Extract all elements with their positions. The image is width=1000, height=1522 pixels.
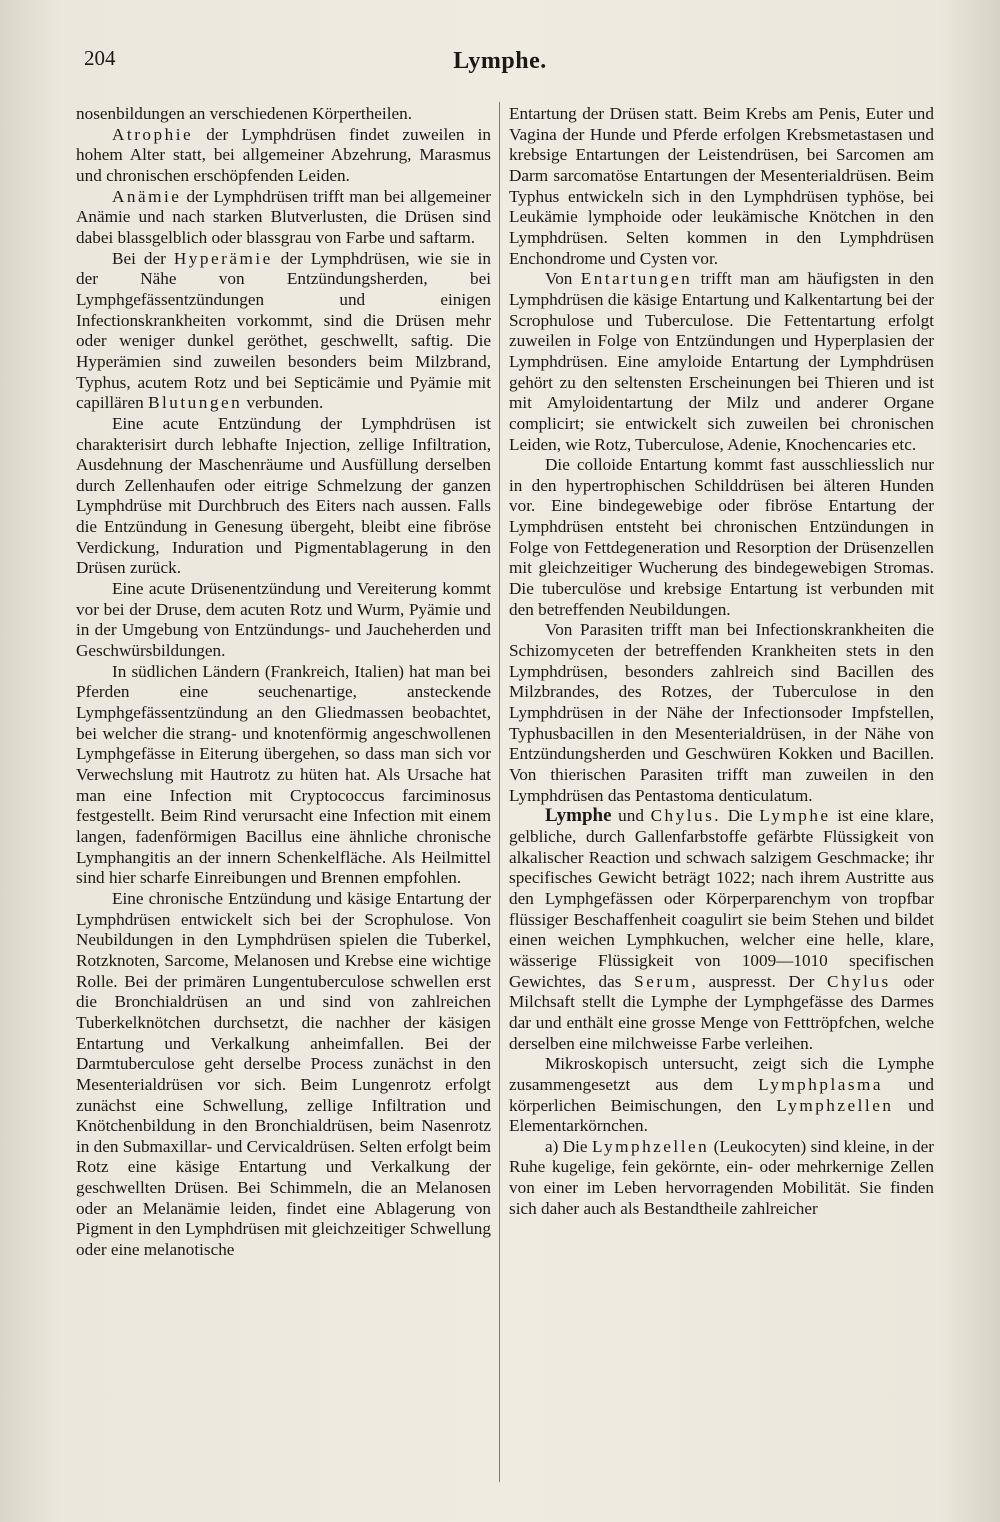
page-number: 204 — [84, 46, 116, 70]
paragraph — [509, 806, 934, 1054]
spaced-term: Blutungen — [148, 393, 243, 413]
spaced-term: Chylus — [827, 971, 891, 991]
spaced-term: Lymphe — [759, 806, 831, 826]
text-run: oder Milchsaft stellt die Lymphe der Lymphgefässe des Darmes dar und enthält eine grosse Menge von Fetttröpfchen, welche derselben eine milchweisse Farbe verleihen. — [509, 971, 934, 1053]
page-header — [0, 40, 1000, 80]
text-run: und Elementarkörnchen. — [509, 1095, 934, 1136]
paragraph — [509, 1054, 934, 1137]
text-run: Eine acute Entzündung der Lymphdrüsen ist charakterisirt durch lebhafte Injection, zellige Infiltration, Ausdehnung der Maschenräume und Ausfüllung derselben durch Zellenhaufen oder eitrige Schmelzung der ganzen Lymphdrüse mit Durchbruch des Eiters nach aussen. Falls die Entzündung in Genesung übergeht, bleibt eine fibröse Verdickung, Induration und Pigmentablagerung in den Drüsen zurück. — [76, 413, 491, 578]
text-run: , auspresst. Der — [691, 971, 828, 991]
spaced-term: Lymphzellen — [591, 1136, 710, 1156]
paragraph — [76, 579, 491, 662]
paragraph — [509, 104, 934, 269]
text-run: Entartung der Drüsen statt. Beim Krebs am Penis, Euter und Vagina der Hunde und Pferde erfolgen Krebsmetastasen und krebsige Entartungen der Leistendrüsen, bei Sarcomen am Darm sarcomatöse Entartungen der Mesenterialdrüsen. Beim Typhus entwickeln sich in den Lymphdrüsen typhöse, bei Leukämie lymphoide oder leukämische Knötchen in den Lymphdrüsen. Selten kommen in den Lymphdrüsen Enchondrome und Cysten vor. — [509, 104, 934, 268]
paragraph — [76, 414, 491, 579]
spaced-term: Serum — [634, 971, 692, 991]
paragraph — [509, 269, 934, 455]
spaced-term: Entartungen — [580, 269, 693, 289]
text-run: Mikroskopisch untersucht, zeigt sich die Lymphe zusammengesetzt aus dem — [509, 1054, 934, 1094]
left-text-column — [76, 104, 491, 1484]
text-run: Die — [721, 806, 760, 826]
running-head: Lymphe. — [453, 48, 547, 74]
text-run: Eine chronische Entzündung und käsige Entartung der Lymphdrüsen entwickelt sich bei der Scrophulose. Von Neubildungen in den Lymphdrüsen spielen die Tuberkel, Rotzknoten, Sarcome, Melanosen und Krebse eine wichtige Rolle. Bei der primären Lungentuberculose schwellen erst die Bronchialdrüsen an und sind von zahlreichen Tuberkelknötchen durchsetzt, die nachher der käsigen Entartung und Verkalkung anheimfallen. Bei der Darmtuberculose geht derselbe Process zunächst in den Mesenterialdrüsen vor sich. Beim Lungenrotz erfolgt zunächst eine Schwellung, zellige Infiltration und Knötchenbildung in den Bronchialdrüsen, beim Nasenrotz in den Submaxillar- und Cervicaldrüsen. Selten erfolgt beim Rotz eine käsige Entartung und Verkalkung der geschwellten Drüsen. Bei Schimmeln, die an Melanosen oder an Melanämie leiden, findet eine Ablagerung von Pigment in den Lymphdrüsen mit gleichzeitiger Schwellung oder eine melanotische — [76, 888, 491, 1260]
text-run: Die colloide Entartung kommt fast ausschliesslich nur in den hypertrophischen Schilddrüsen bei älteren Hunden vor. Eine bindegewebige oder fibröse Entartung der Lymphdrüsen entsteht bei chronischen Entzündungen in Folge von Fettdegeneration und Resorption der Drüsenzellen mit gleichzeitiger Wucherung des bindegewebigen Stromas. Die tuberculöse und krebsige Entartung ist verbunden mit den betreffenden Neubildungen. — [509, 455, 934, 619]
text-run: der Lymphdrüsen findet zuweilen in hohem Alter statt, bei allgemeiner Abzehrung, Marasmus und chronischen erschöpfenden Leiden. — [76, 124, 491, 185]
text-run: In südlichen Ländern (Frankreich, Italien) hat man bei Pferden eine seuchenartige, ansteckende Lymphgefässentzündung an den Gliedmassen beobachtet, bei welcher die strang- und knotenförmig angeschwollenen Lymphgefässe in Eiterung übergehen, so dass man sich vor Verwechslung mit Hautrotz zu hüten hat. Als Ursache hat man eine Infection mit Cryptococcus farciminosus festgestellt. Beim Rind verursacht eine Infection mit einem langen, fadenförmigen Bacillus eine ähnliche chronische Lymphangitis an der innern Schenkelfläche. Als Heilmittel sind hier scharfe Einreibungen und Brennen empfohlen. — [76, 661, 491, 888]
text-run: trifft man am häufigsten in den Lymphdrüsen die käsige Entartung und Kalkentartung bei der Scrophulose und Tuberculose. Die Fettentartung erfolgt zuweilen in Folge von Entzündungen und Hyperplasien der Lymphdrüsen. Eine amyloide Entartung der Lymphdrüsen gehört zu den seltensten Erscheinungen bei Thieren und ist mit Amyloidentartung der Milz und anderer Organe complicirt; sie entwickelt sich zuweilen bei chronischen Leiden, wie Rotz, Tuberculose, Adenie, Knochencaries etc. — [509, 269, 934, 454]
spaced-term: Anämie — [112, 186, 182, 206]
paragraph — [76, 104, 491, 125]
paragraph — [509, 455, 934, 620]
paragraph — [509, 1137, 934, 1220]
text-run: Von Parasiten trifft man bei Infectionskrankheiten die Schizomyceten der betreffenden Krankheiten stets in den Lymphdrüsen, besonders zahlreich sind Bacillen des Milzbrandes, des Rotzes, der Tuberculose in den Lymphdrüsen in der Nähe der Infectionsoder Impfstellen, Typhusbacillen in den Mesenterialdrüsen, in der Nähe von Entzündungsherden und Geschwüren Kokken und Bacillen. Von thierischen Parasiten trifft man zuweilen in den Lymphdrüsen das Pentastoma denticulatum. — [509, 620, 934, 805]
spaced-term: Lymphzellen — [776, 1095, 894, 1115]
paragraph — [76, 125, 491, 187]
text-run: (Leukocyten) sind kleine, in der Ruhe kugelige, fein gekörnte, ein- oder mehrkernige Zellen von einer im Leben hervorragenden Mobilität. Sie finden sich daher auch als Bestandtheile zahlreicher — [509, 1136, 934, 1218]
text-run: ist eine klare, gelbliche, durch Gallenfarbstoffe gefärbte Flüssigkeit von alkalischer Reaction und schwach salzigem Geschmacke; ihr specifisches Gewicht beträgt 1022; nach ihrem Austritte aus den Lymphgefässen oder Körperparenchym von tropfbar flüssiger Beschaffenheit coagulirt sie beim Stehen und bildet einen weichen Lymphkuchen, welcher eine helle, klare, wässerige Flüssigkeit von 1009—1010 specifischen Gewichtes, das — [509, 806, 934, 991]
text-run: der Lymphdrüsen trifft man bei allgemeiner Anämie und nach starken Blutverlusten, die Drüsen sind dabei blassgelblich oder blassgrau von Farbe und saftarm. — [76, 186, 491, 247]
column-divider — [499, 102, 500, 1482]
spaced-term: Atrophie — [112, 124, 194, 144]
paragraph — [76, 662, 491, 889]
paragraph — [76, 249, 491, 414]
paragraph — [76, 889, 491, 1261]
text-run: Von — [545, 269, 581, 289]
text-run: und — [611, 806, 651, 826]
text-run: verbunden. — [242, 393, 324, 413]
entry-keyword: Lymphe — [545, 805, 612, 827]
paragraph — [76, 187, 491, 249]
spaced-term: Chylus. — [650, 806, 722, 826]
spaced-term: Lymphplasma — [758, 1074, 884, 1094]
text-run: Bei der — [112, 248, 174, 268]
text-run: und körperlichen Beimischungen, den — [509, 1074, 934, 1115]
text-run: der Lymphdrüsen, wie sie in der Nähe von Entzündungsherden, bei Lymphgefässentzündungen und einigen Infectionskrankheiten vorkommt, sind die Drüsen mehr oder weniger dunkel geröthet, geschwellt, saftig. Die Hyperämien sind zuweilen besonders beim Milzbrand, Typhus, acutem Rotz und bei Septicämie und Pyämie mit capillären — [76, 248, 491, 413]
spaced-term: Hyperämie — [173, 248, 273, 268]
right-text-column — [509, 104, 934, 1484]
text-run: a) Die — [545, 1136, 592, 1156]
text-run: Eine acute Drüsenentzündung und Vereiterung kommt vor bei der Druse, dem acuten Rotz und Wurm, Pyämie und in der Umgebung von Entzündungs- und Jaucheherden und Geschwürsbildungen. — [76, 579, 491, 661]
paragraph — [509, 620, 934, 806]
text-run: nosenbildungen an verschiedenen Körpertheilen. — [76, 104, 412, 123]
